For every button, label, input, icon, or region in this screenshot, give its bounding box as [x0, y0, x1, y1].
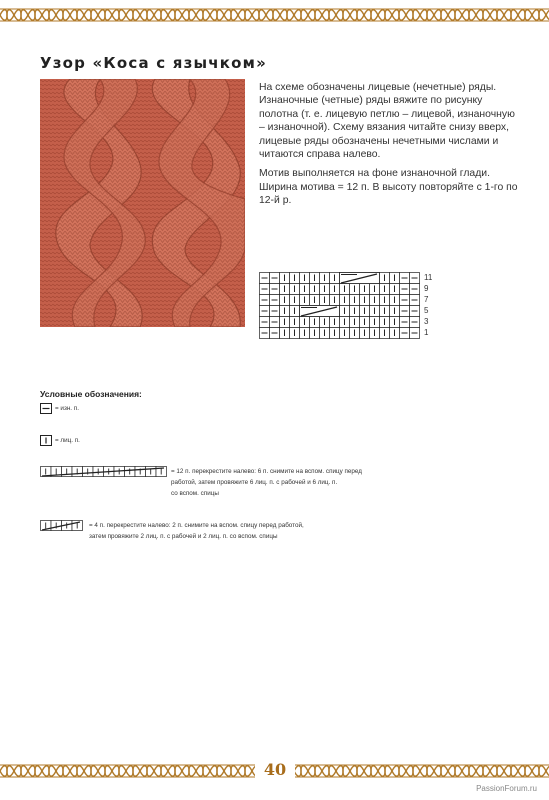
chart-cell-knit: [280, 295, 290, 306]
cable-12-left-symbol-icon: [40, 466, 167, 477]
chart-cell-knit: [340, 317, 350, 328]
legend-title: Условные обозначения:: [40, 389, 142, 399]
chart-cell-knit: [330, 284, 340, 295]
chart-cell-knit: [390, 284, 400, 295]
chart-cell-knit: [300, 284, 310, 295]
chart-cell-knit: [390, 328, 400, 339]
chart-cell-purl: [270, 295, 280, 306]
chart-cell-knit: [310, 328, 320, 339]
chart-cell-knit: [350, 317, 360, 328]
chart-cell-purl: [260, 317, 270, 328]
chart-cell-knit: [300, 273, 310, 284]
chart-cell-purl: [400, 284, 410, 295]
row-number-11: 11: [424, 273, 433, 282]
chart-cell-purl: [260, 306, 270, 317]
chart-cell-knit: [330, 273, 340, 284]
chart-cell-purl: [270, 273, 280, 284]
chart-cell-purl: [260, 295, 270, 306]
knitting-chart: [259, 272, 424, 340]
cable-4-left-symbol-icon: [40, 520, 85, 531]
knit-symbol-icon: [40, 435, 52, 446]
chart-cell-knit: [350, 328, 360, 339]
cable-cross-mark: [300, 306, 340, 317]
chart-cell-knit: [340, 295, 350, 306]
chart-cell-knit: [320, 328, 330, 339]
chart-cell-knit: [320, 284, 330, 295]
chart-cell-purl: [400, 295, 410, 306]
chart-cell-knit: [380, 273, 390, 284]
legend-cable-12-line-1: = 12 п. перекрестите налево: 6 п. снимите на вспом. спицу перед: [171, 468, 362, 475]
chart-cell-purl: [410, 328, 420, 339]
chart-cell-knit: [290, 295, 300, 306]
chart-cell-knit: [290, 317, 300, 328]
chart-cell-knit: [330, 328, 340, 339]
purl-symbol-icon: [40, 403, 52, 414]
description-paragraph-2: Мотив выполняется на фоне изнаночной глади. Ширина мотива = 12 п. В высоту повторяйте с 1-го по 12-й р.: [259, 168, 518, 207]
chart-cell-purl: [260, 284, 270, 295]
chart-cell-knit: [280, 328, 290, 339]
legend-purl-text: = изн. п.: [55, 405, 79, 412]
chart-cell-knit: [330, 317, 340, 328]
chart-cell-knit: [340, 306, 350, 317]
chart-cell-knit: [370, 306, 380, 317]
chart-cell-knit: [300, 317, 310, 328]
row-number-1: 1: [424, 328, 429, 337]
chart-cell-purl: [410, 284, 420, 295]
chart-cell-knit: [300, 295, 310, 306]
pattern-title: Узор «Коса с язычком»: [40, 54, 267, 72]
chart-cell-knit: [280, 306, 290, 317]
site-watermark: PassionForum.ru: [476, 784, 537, 793]
chart-cell-purl: [270, 317, 280, 328]
pattern-description: [259, 81, 519, 214]
chart-cell-knit: [350, 306, 360, 317]
chart-cell-knit: [290, 306, 300, 317]
legend-cable-12-text: [171, 466, 362, 499]
description-paragraph-1: На схеме обозначены лицевые (нечетные) ряды. Изнаночные (четные) ряды вяжите по рисунку полотна (т. е. лицевую петлю – лицевой, изнаночную – изнаночной). Схему вязания читайте снизу вверх, лицевые ряды обозначены нечетными числами и читаются справа налево.: [259, 82, 515, 161]
chart-cell-purl: [410, 317, 420, 328]
chart-cell-knit: [310, 317, 320, 328]
legend-cable-4-line-2: затем провяжите 2 лиц. п. с рабочей и 2 лиц. п. со вспом. спицы: [89, 533, 278, 540]
chart-cell-knit: [280, 284, 290, 295]
chart-cell-knit: [340, 284, 350, 295]
row-number-9: 9: [424, 284, 429, 293]
chart-cell-knit: [280, 273, 290, 284]
chart-cell-purl: [400, 317, 410, 328]
chart-cell-purl: [400, 328, 410, 339]
chart-cell-knit: [360, 295, 370, 306]
chart-cell-purl: [410, 295, 420, 306]
chart-cell-knit: [310, 295, 320, 306]
chart-cell-knit: [370, 317, 380, 328]
chart-cell-knit: [340, 328, 350, 339]
page-number: 40: [255, 760, 295, 779]
chart-cell-knit: [290, 273, 300, 284]
cable-cross-mark: [340, 273, 380, 284]
chart-cell-knit: [360, 328, 370, 339]
chart-cell-knit: [380, 306, 390, 317]
chart-cell-knit: [290, 328, 300, 339]
chart-cell-knit: [320, 295, 330, 306]
chart-cell-purl: [400, 306, 410, 317]
legend-cable-12-line-3: со вспом. спицы: [171, 490, 219, 497]
legend-knit-text: = лиц. п.: [55, 437, 80, 444]
chart-cell-purl: [400, 273, 410, 284]
row-number-5: 5: [424, 306, 429, 315]
chart-cell-knit: [370, 284, 380, 295]
legend-cable-12-line-2: работой, затем провяжите 6 лиц. п. с рабочей и 6 лиц. п.: [171, 479, 338, 486]
chart-cell-knit: [350, 284, 360, 295]
top-ornament-border: [0, 6, 549, 24]
chart-cell-knit: [370, 295, 380, 306]
chart-cell-knit: [390, 317, 400, 328]
chart-cell-purl: [410, 273, 420, 284]
chart-cell-knit: [380, 284, 390, 295]
chart-cell-knit: [280, 317, 290, 328]
chart-cell-knit: [360, 306, 370, 317]
chart-cell-knit: [390, 295, 400, 306]
chart-cell-purl: [260, 273, 270, 284]
chart-cell-knit: [350, 295, 360, 306]
chart-cell-knit: [310, 284, 320, 295]
chart-cell-purl: [270, 306, 280, 317]
row-number-3: 3: [424, 317, 429, 326]
legend-cable-4-text: [89, 520, 304, 542]
chart-cell-knit: [320, 273, 330, 284]
chart-cell-purl: [270, 328, 280, 339]
knitted-swatch-photo: [40, 79, 245, 327]
chart-cell-knit: [390, 273, 400, 284]
legend-cable-4-line-1: = 4 п. перекрестите налево: 2 п. снимите на вспом. спицу перед работой,: [89, 522, 304, 529]
row-number-7: 7: [424, 295, 429, 304]
chart-cell-knit: [310, 273, 320, 284]
chart-cell-knit: [320, 317, 330, 328]
chart-cell-knit: [380, 295, 390, 306]
chart-cell-knit: [330, 295, 340, 306]
chart-cell-knit: [380, 328, 390, 339]
chart-cell-knit: [360, 284, 370, 295]
chart-cell-purl: [270, 284, 280, 295]
chart-cell-purl: [260, 328, 270, 339]
chart-cell-purl: [410, 306, 420, 317]
chart-cell-knit: [370, 328, 380, 339]
chart-cell-knit: [360, 317, 370, 328]
chart-cell-knit: [290, 284, 300, 295]
chart-cell-knit: [380, 317, 390, 328]
chart-cell-knit: [300, 328, 310, 339]
chart-cell-knit: [390, 306, 400, 317]
